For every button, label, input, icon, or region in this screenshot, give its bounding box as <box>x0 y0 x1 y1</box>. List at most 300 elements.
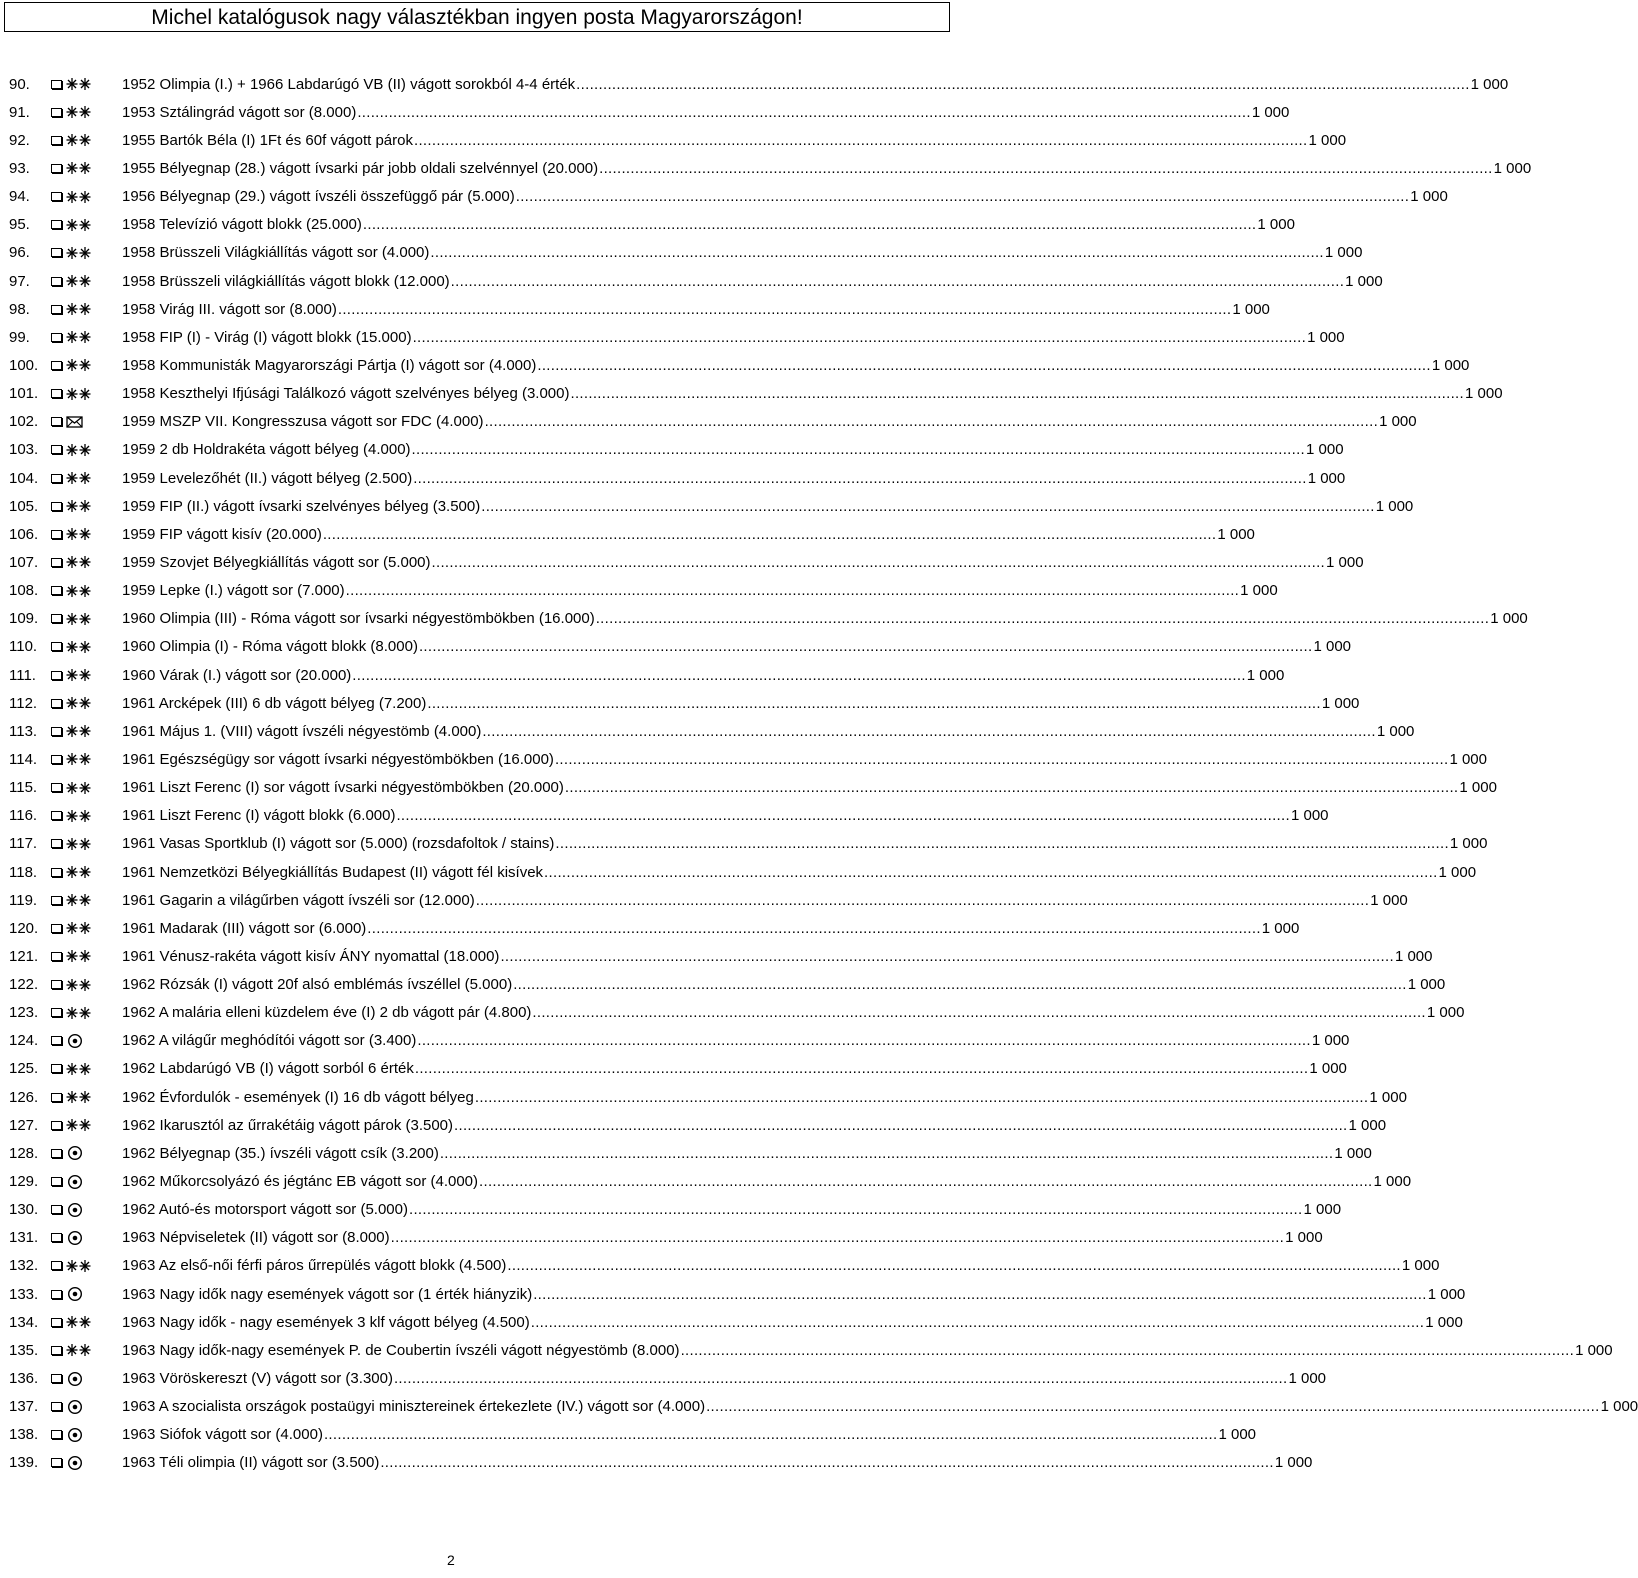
item-price: 1 000 <box>1307 469 1346 487</box>
order-checkbox[interactable] <box>51 333 62 342</box>
order-checkbox[interactable] <box>51 783 62 792</box>
dot-leader: ........................................................................................................................................................................................................ <box>500 947 1394 965</box>
item-number: 134. <box>9 1313 39 1331</box>
mint-icon <box>66 245 92 261</box>
item-line <box>122 380 1503 408</box>
item-number: 122. <box>9 976 39 994</box>
item-number: 101. <box>9 385 39 403</box>
order-checkbox[interactable] <box>51 952 62 961</box>
item-price: 1 000 <box>1490 610 1528 628</box>
item-line <box>122 548 1364 576</box>
item-number: 132. <box>9 1257 39 1275</box>
item-number: 117. <box>9 835 38 853</box>
item-price: 1 000 <box>1373 1173 1412 1191</box>
order-checkbox[interactable] <box>51 868 62 877</box>
catalog-row <box>9 1280 1466 1308</box>
item-description: 1962 Ikarusztól az űrrakétáig vágott párok (3.500) <box>122 1116 454 1134</box>
order-checkbox[interactable] <box>51 839 62 848</box>
item-price: 1 000 <box>1425 1313 1463 1331</box>
dot-leader: ........................................................................................................................................................................................................ <box>322 525 1217 543</box>
item-line <box>122 1196 1342 1224</box>
header-title: Michel katalógusok nagy választékban ingyen posta Magyarországon! <box>151 5 803 29</box>
item-number: 91. <box>9 103 30 121</box>
order-checkbox[interactable] <box>51 1149 62 1158</box>
dot-leader: ........................................................................................................................................................................................................ <box>481 497 1375 515</box>
order-checkbox[interactable] <box>51 1290 62 1299</box>
mint-icon <box>66 751 92 767</box>
item-line <box>122 492 1414 520</box>
item-line <box>122 520 1255 548</box>
item-description: 1962 Bélyegnap (35.) ívszéli vágott csík (3.200) <box>122 1144 439 1162</box>
item-description: 1959 FIP (II.) vágott ívsarki szelvényes bélyeg (3.500) <box>122 497 481 515</box>
catalog-row <box>9 661 1285 689</box>
order-checkbox[interactable] <box>51 277 62 286</box>
order-checkbox[interactable] <box>51 1458 62 1467</box>
cancelled-icon <box>66 1399 92 1415</box>
order-checkbox[interactable] <box>51 389 62 398</box>
item-description: 1960 Olimpia (III) - Róma vágott sor ívsarki négyestömbökben (16.000) <box>122 610 595 628</box>
item-description: 1963 Nagy idők - nagy események 3 klf vágott bélyeg (4.500) <box>122 1313 530 1331</box>
order-checkbox[interactable] <box>51 1036 62 1045</box>
item-line <box>122 154 1532 182</box>
dot-leader: ........................................................................................................................................................................................................ <box>323 1426 1218 1444</box>
item-description: 1959 Lepke (I.) vágott sor (7.000) <box>122 582 345 600</box>
item-number: 124. <box>9 1032 39 1050</box>
catalog-row <box>9 802 1329 830</box>
mint-icon <box>66 583 92 599</box>
order-checkbox[interactable] <box>51 305 62 314</box>
order-checkbox[interactable] <box>51 445 62 454</box>
mint-icon <box>66 498 92 514</box>
cancelled-icon <box>66 1371 92 1387</box>
item-price: 1 000 <box>1375 497 1414 515</box>
item-description: 1961 Gagarin a világűrben vágott ívszéli sor (12.000) <box>122 891 475 909</box>
dot-leader: ........................................................................................................................................................................................................ <box>352 666 1246 684</box>
order-checkbox[interactable] <box>51 417 62 426</box>
item-line <box>122 605 1528 633</box>
order-checkbox[interactable] <box>51 248 62 257</box>
item-price: 1 000 <box>1309 1060 1347 1078</box>
item-line <box>122 886 1408 914</box>
item-line <box>122 661 1285 689</box>
dot-leader: ........................................................................................................................................................................................................ <box>439 1144 1334 1162</box>
mint-icon <box>66 301 92 317</box>
order-checkbox[interactable] <box>51 1374 62 1383</box>
cancelled-icon <box>66 1145 92 1161</box>
item-number: 137. <box>9 1398 39 1416</box>
catalog-row <box>9 689 1360 717</box>
mint-icon <box>66 104 92 120</box>
order-checkbox[interactable] <box>51 558 62 567</box>
order-checkbox[interactable] <box>51 474 62 483</box>
item-description: 1963 Vöröskereszt (V) vágott sor (3.300) <box>122 1370 393 1388</box>
order-checkbox[interactable] <box>51 727 62 736</box>
item-number: 129. <box>9 1173 39 1191</box>
catalog-row <box>9 492 1414 520</box>
order-checkbox[interactable] <box>51 896 62 905</box>
item-description: 1958 Televízió vágott blokk (25.000) <box>122 216 362 234</box>
item-line <box>122 351 1470 379</box>
item-line <box>122 1364 1327 1392</box>
dot-leader: ........................................................................................................................................................................................................ <box>564 779 1459 797</box>
item-description: 1958 Kommunisták Magyarországi Pártja (I) vágott sor (4.000) <box>122 356 537 374</box>
item-description: 1952 Olimpia (I.) + 1966 Labdarúgó VB (II) vágott sorokból 4-4 érték <box>122 75 576 93</box>
item-price: 1 000 <box>1308 131 1347 149</box>
order-checkbox[interactable] <box>51 1430 62 1439</box>
item-price: 1 000 <box>1345 272 1383 290</box>
order-checkbox[interactable] <box>51 1064 62 1073</box>
catalog-row <box>9 98 1290 126</box>
mint-icon <box>66 526 92 542</box>
catalog-row <box>9 774 1497 802</box>
item-line <box>122 323 1345 351</box>
item-description: 1958 Brüsszeli világkiállítás vágott blokk (12.000) <box>122 272 450 290</box>
mint-icon <box>66 442 92 458</box>
dot-leader: ........................................................................................................................................................................................................ <box>362 216 1257 234</box>
dot-leader: ........................................................................................................................................................................................................ <box>412 328 1307 346</box>
order-checkbox[interactable] <box>51 980 62 989</box>
item-price: 1 000 <box>1370 891 1408 909</box>
order-checkbox[interactable] <box>51 924 62 933</box>
dot-leader: ........................................................................................................................................................................................................ <box>414 1060 1309 1078</box>
dot-leader: ........................................................................................................................................................................................................ <box>450 272 1345 290</box>
order-checkbox[interactable] <box>51 502 62 511</box>
mint-icon <box>66 1061 92 1077</box>
item-price: 1 000 <box>1449 835 1488 853</box>
item-price: 1 000 <box>1600 1398 1638 1416</box>
item-line <box>122 211 1295 239</box>
mint-icon <box>66 217 92 233</box>
item-price: 1 000 <box>1303 1201 1342 1219</box>
item-price: 1 000 <box>1459 779 1497 797</box>
item-price: 1 000 <box>1465 385 1503 403</box>
cancelled-icon <box>66 1174 92 1190</box>
item-price: 1 000 <box>1290 807 1329 825</box>
item-number: 115. <box>9 779 38 797</box>
catalog-row <box>9 1083 1407 1111</box>
dot-leader: ........................................................................................................................................................................................................ <box>367 919 1261 937</box>
mint-icon <box>66 1005 92 1021</box>
item-number: 113. <box>9 722 38 740</box>
catalog-row <box>9 464 1346 492</box>
item-description: 1958 Keszthelyi Ifjúsági Találkozó vágott szelvényes bélyeg (3.000) <box>122 385 570 403</box>
item-price: 1 000 <box>1261 919 1300 937</box>
item-number: 90. <box>9 75 30 93</box>
dot-leader: ........................................................................................................................................................................................................ <box>337 300 1232 318</box>
catalog-row <box>9 1336 1613 1364</box>
item-number: 119. <box>9 891 38 909</box>
item-number: 114. <box>9 750 38 768</box>
item-line <box>122 1083 1407 1111</box>
order-checkbox[interactable] <box>51 614 62 623</box>
item-price: 1 000 <box>1251 103 1290 121</box>
mint-icon <box>66 948 92 964</box>
item-price: 1 000 <box>1240 582 1278 600</box>
mint-icon <box>66 977 92 993</box>
item-price: 1 000 <box>1246 666 1285 684</box>
order-checkbox[interactable] <box>51 164 62 173</box>
catalog-row <box>9 971 1446 999</box>
mint-icon <box>66 273 92 289</box>
item-line <box>122 914 1300 942</box>
dot-leader: ........................................................................................................................................................................................................ <box>554 750 1449 768</box>
dot-leader: ........................................................................................................................................................................................................ <box>413 469 1307 487</box>
item-description: 1963 Nagy idők-nagy események P. de Coubertin ívszéli vágott négyestömb (8.000) <box>122 1341 680 1359</box>
item-number: 95. <box>9 216 30 234</box>
dot-leader: ........................................................................................................................................................................................................ <box>555 835 1449 853</box>
dot-leader: ........................................................................................................................................................................................................ <box>599 159 1493 177</box>
item-price: 1 000 <box>1407 976 1446 994</box>
catalog-row <box>9 408 1417 436</box>
mint-icon <box>66 1258 92 1274</box>
catalog-row <box>9 1196 1342 1224</box>
mint-icon <box>66 695 92 711</box>
catalog-row <box>9 886 1408 914</box>
item-line <box>122 1139 1372 1167</box>
item-description: 1962 Műkorcsolyázó és jégtánc EB vágott sor (4.000) <box>122 1173 479 1191</box>
catalog-row <box>9 830 1488 858</box>
item-line <box>122 464 1346 492</box>
order-checkbox[interactable] <box>51 1205 62 1214</box>
catalog-row <box>9 1308 1463 1336</box>
dot-leader: ........................................................................................................................................................................................................ <box>418 638 1313 656</box>
item-price: 1 000 <box>1493 159 1532 177</box>
item-price: 1 000 <box>1326 553 1364 571</box>
item-line <box>122 183 1448 211</box>
item-line <box>122 745 1487 773</box>
item-price: 1 000 <box>1324 244 1363 262</box>
order-checkbox[interactable] <box>51 1346 62 1355</box>
item-number: 136. <box>9 1370 39 1388</box>
item-price: 1 000 <box>1575 1341 1613 1359</box>
catalog-row <box>9 211 1295 239</box>
mint-icon <box>66 132 92 148</box>
order-checkbox[interactable] <box>51 108 62 117</box>
item-line <box>122 1224 1323 1252</box>
cancelled-icon <box>66 1455 92 1471</box>
item-line <box>122 774 1497 802</box>
item-number: 102. <box>9 413 39 431</box>
dot-leader: ........................................................................................................................................................................................................ <box>595 610 1490 628</box>
item-number: 109. <box>9 610 39 628</box>
order-checkbox[interactable] <box>51 530 62 539</box>
item-price: 1 000 <box>1288 1370 1327 1388</box>
item-price: 1 000 <box>1431 356 1470 374</box>
item-description: 1961 Arcképek (III) 6 db vágott bélyeg (7.200) <box>122 694 427 712</box>
item-description: 1959 FIP vágott kisív (20.000) <box>122 525 322 543</box>
catalog-row <box>9 351 1470 379</box>
item-line <box>122 267 1383 295</box>
item-line <box>122 70 1509 98</box>
order-checkbox[interactable] <box>51 811 62 820</box>
item-number: 112. <box>9 694 38 712</box>
item-number: 135. <box>9 1341 39 1359</box>
item-line <box>122 295 1270 323</box>
dot-leader: ........................................................................................................................................................................................................ <box>380 1454 1274 1472</box>
item-description: 1962 A malária elleni küzdelem éve (I) 2 db vágott pár (4.800) <box>122 1004 532 1022</box>
item-price: 1 000 <box>1311 1032 1350 1050</box>
order-checkbox[interactable] <box>51 1093 62 1102</box>
order-checkbox[interactable] <box>51 755 62 764</box>
item-line <box>122 98 1290 126</box>
item-line <box>122 239 1363 267</box>
dot-leader: ........................................................................................................................................................................................................ <box>576 75 1470 93</box>
item-line <box>122 1280 1466 1308</box>
item-price: 1 000 <box>1426 1004 1465 1022</box>
item-description: 1963 Népviseletek (II) vágott sor (8.000) <box>122 1229 390 1247</box>
item-price: 1 000 <box>1470 75 1509 93</box>
item-price: 1 000 <box>1218 1426 1257 1444</box>
item-number: 116. <box>9 807 38 825</box>
catalog-row <box>9 1111 1387 1139</box>
catalog-row <box>9 1252 1440 1280</box>
order-checkbox[interactable] <box>51 1121 62 1130</box>
order-checkbox[interactable] <box>51 136 62 145</box>
item-number: 106. <box>9 525 39 543</box>
item-description: 1961 Nemzetközi Bélyegkiállítás Budapest (II) vágott fél kisívek <box>122 863 544 881</box>
item-line <box>122 689 1360 717</box>
item-line <box>122 1111 1387 1139</box>
item-description: 1958 Brüsszeli Világkiállítás vágott sor (4.000) <box>122 244 430 262</box>
item-description: 1962 Autó-és motorsport vágott sor (5.000) <box>122 1201 408 1219</box>
item-description: 1961 Vasas Sportklub (I) vágott sor (5.000) (rozsdafoltok / stains) <box>122 835 555 853</box>
item-number: 126. <box>9 1088 39 1106</box>
item-line <box>122 577 1278 605</box>
item-description: 1961 Vénusz-rakéta vágott kisív ÁNY nyomattal (18.000) <box>122 947 500 965</box>
dot-leader: ........................................................................................................................................................................................................ <box>530 1313 1425 1331</box>
mint-icon <box>66 892 92 908</box>
item-price: 1 000 <box>1232 300 1270 318</box>
order-checkbox[interactable] <box>51 586 62 595</box>
catalog-row <box>9 605 1528 633</box>
mint-icon <box>66 723 92 739</box>
mint-icon <box>66 920 92 936</box>
item-price: 1 000 <box>1410 188 1448 206</box>
dot-leader: ........................................................................................................................................................................................................ <box>544 863 1438 881</box>
item-number: 103. <box>9 441 39 459</box>
item-description: 1962 Évfordulók - események (I) 16 db vágott bélyeg <box>122 1088 474 1106</box>
item-description: 1963 Téli olimpia (II) vágott sor (3.500) <box>122 1454 380 1472</box>
catalog-row <box>9 858 1477 886</box>
item-line <box>122 942 1433 970</box>
mint-icon <box>66 357 92 373</box>
order-checkbox[interactable] <box>51 192 62 201</box>
item-price: 1 000 <box>1321 694 1360 712</box>
catalog-row <box>9 577 1278 605</box>
order-checkbox[interactable] <box>51 1318 62 1327</box>
item-price: 1 000 <box>1257 216 1295 234</box>
order-checkbox[interactable] <box>51 642 62 651</box>
mint-icon <box>66 836 92 852</box>
dot-leader: ........................................................................................................................................................................................................ <box>454 1116 1348 1134</box>
catalog-row <box>9 323 1345 351</box>
item-number: 99. <box>9 328 30 346</box>
item-line <box>122 436 1344 464</box>
order-checkbox[interactable] <box>51 1008 62 1017</box>
item-description: 1961 Madarak (III) vágott sor (6.000) <box>122 919 367 937</box>
item-number: 94. <box>9 188 30 206</box>
item-description: 1962 Labdarúgó VB (I) vágott sorból 6 érték <box>122 1060 414 1078</box>
item-price: 1 000 <box>1376 722 1415 740</box>
mint-icon <box>66 386 92 402</box>
item-price: 1 000 <box>1334 1144 1372 1162</box>
item-line <box>122 1252 1440 1280</box>
cancelled-icon <box>66 1286 92 1302</box>
item-number: 110. <box>9 638 38 656</box>
order-checkbox[interactable] <box>51 220 62 229</box>
dot-leader: ........................................................................................................................................................................................................ <box>537 356 1431 374</box>
item-description: 1955 Bartók Béla (I) 1Ft és 60f vágott párok <box>122 131 413 149</box>
dot-leader: ........................................................................................................................................................................................................ <box>427 694 1321 712</box>
item-number: 93. <box>9 159 30 177</box>
catalog-row <box>9 999 1465 1027</box>
order-checkbox[interactable] <box>51 1177 62 1186</box>
item-price: 1 000 <box>1217 525 1255 543</box>
catalog-row <box>9 914 1300 942</box>
item-number: 138. <box>9 1426 39 1444</box>
mint-icon <box>66 1117 92 1133</box>
item-number: 92. <box>9 131 30 149</box>
dot-leader: ........................................................................................................................................................................................................ <box>393 1370 1288 1388</box>
order-checkbox[interactable] <box>51 699 62 708</box>
dot-leader: ........................................................................................................................................................................................................ <box>409 1201 1303 1219</box>
item-price: 1 000 <box>1369 1088 1407 1106</box>
catalog-row <box>9 1449 1313 1477</box>
item-number: 118. <box>9 863 38 881</box>
envelope-icon <box>66 414 92 430</box>
item-line <box>122 802 1329 830</box>
order-checkbox[interactable] <box>51 80 62 89</box>
item-number: 139. <box>9 1454 39 1472</box>
mint-icon <box>66 1342 92 1358</box>
item-description: 1963 Siófok vágott sor (4.000) <box>122 1426 323 1444</box>
item-number: 105. <box>9 497 39 515</box>
item-description: 1961 Liszt Ferenc (I) vágott blokk (6.000) <box>122 807 396 825</box>
dot-leader: ........................................................................................................................................................................................................ <box>474 1088 1369 1106</box>
item-description: 1958 FIP (I) - Virág (I) vágott blokk (15.000) <box>122 328 412 346</box>
mint-icon <box>66 864 92 880</box>
dot-leader: ........................................................................................................................................................................................................ <box>680 1341 1575 1359</box>
order-checkbox[interactable] <box>51 671 62 680</box>
item-line <box>122 633 1352 661</box>
item-description: 1958 Virág III. vágott sor (8.000) <box>122 300 337 318</box>
order-checkbox[interactable] <box>51 361 62 370</box>
order-checkbox[interactable] <box>51 1233 62 1242</box>
catalog-row <box>9 70 1509 98</box>
item-number: 123. <box>9 1004 39 1022</box>
item-number: 130. <box>9 1201 39 1219</box>
order-checkbox[interactable] <box>51 1402 62 1411</box>
item-description: 1963 A szocialista országok postaügyi minisztereinek értekezlete (IV.) vágott sor (4.000) <box>122 1398 706 1416</box>
item-price: 1 000 <box>1401 1257 1440 1275</box>
order-checkbox[interactable] <box>51 1261 62 1270</box>
mint-icon <box>66 1089 92 1105</box>
mint-icon <box>66 808 92 824</box>
item-price: 1 000 <box>1274 1454 1313 1472</box>
dot-leader: ........................................................................................................................................................................................................ <box>430 244 1324 262</box>
item-description: 1956 Bélyegnap (29.) vágott ívszéli összefüggő pár (5.000) <box>122 188 515 206</box>
item-line <box>122 1449 1313 1477</box>
item-number: 125. <box>9 1060 39 1078</box>
dot-leader: ........................................................................................................................................................................................................ <box>532 1004 1426 1022</box>
item-line <box>122 1336 1613 1364</box>
mint-icon <box>66 470 92 486</box>
item-description: 1962 Rózsák (I) vágott 20f alsó emblémás ívszéllel (5.000) <box>122 976 513 994</box>
item-line <box>122 1421 1257 1449</box>
catalog-row <box>9 520 1255 548</box>
cancelled-icon <box>66 1202 92 1218</box>
item-number: 121. <box>9 947 39 965</box>
